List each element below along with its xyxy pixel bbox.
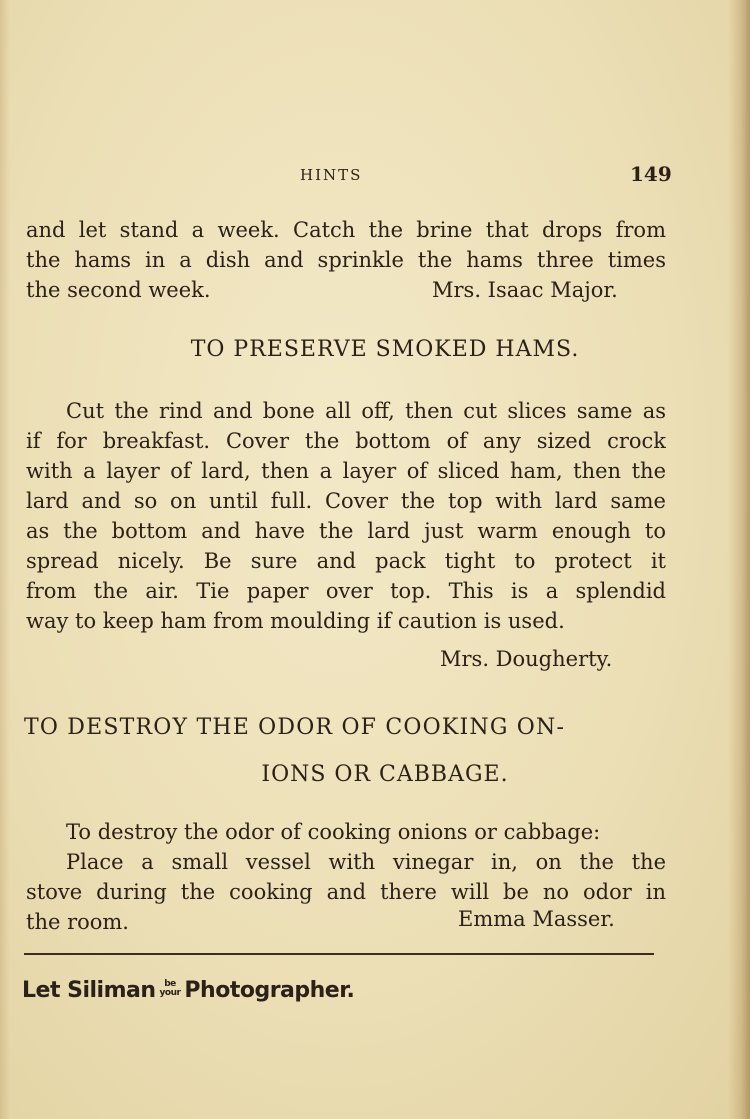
text-line: Place a small vessel with vinegar in, on the the <box>66 850 666 874</box>
recipe-signature: Mrs. Dougherty. <box>440 647 613 671</box>
recipe-body <box>26 396 666 636</box>
recipe-heading-line-1: TO DESTROY THE ODOR OF COOKING ON- <box>24 715 566 740</box>
running-head <box>0 162 750 190</box>
text-line: To destroy the odor of cooking onions or cabbage: <box>66 820 601 844</box>
text-line: as the bottom and have the lard just warm enough to <box>26 519 666 543</box>
ad-stack-bottom: your <box>159 988 181 998</box>
text-line: the second week. <box>26 278 211 302</box>
text-line: Cut the rind and bone all off, then cut slices same as <box>66 399 666 423</box>
text-line: stove during the cooking and there will be no odor in <box>26 880 666 904</box>
text-line: and let stand a week. Catch the brine that drops from <box>26 218 666 242</box>
ad-stacked-words <box>160 980 181 998</box>
running-title: HINTS <box>300 166 363 184</box>
text-line: the room. <box>26 910 129 934</box>
recipe-heading-line-2: IONS OR CABBAGE. <box>261 762 509 787</box>
text-line: the hams in a dish and sprinkle the hams three times <box>26 248 666 272</box>
text-line: with a layer of lard, then a layer of sliced ham, then the <box>26 459 666 483</box>
recipe-signature: Emma Masser. <box>458 907 615 931</box>
ad-text-start: Let Siliman <box>22 978 156 1003</box>
ad-text-end: Photographer. <box>184 978 355 1003</box>
text-line: from the air. Tie paper over top. This is a splendid <box>26 579 666 603</box>
recipe-heading: TO PRESERVE SMOKED HAMS. <box>190 337 580 362</box>
page-number: 149 <box>630 162 672 186</box>
text-line: way to keep ham from moulding if caution is used. <box>26 609 565 633</box>
text-line: lard and so on until full. Cover the top with lard same <box>26 489 666 513</box>
recipe-signature: Mrs. Isaac Major. <box>432 278 618 302</box>
footer-advertisement <box>22 978 354 1003</box>
footer-divider <box>24 953 654 955</box>
text-line: spread nicely. Be sure and pack tight to protect it <box>26 549 666 573</box>
ad-stack-top: be <box>164 979 176 989</box>
text-line: if for breakfast. Cover the bottom of any sized crock <box>26 429 666 453</box>
